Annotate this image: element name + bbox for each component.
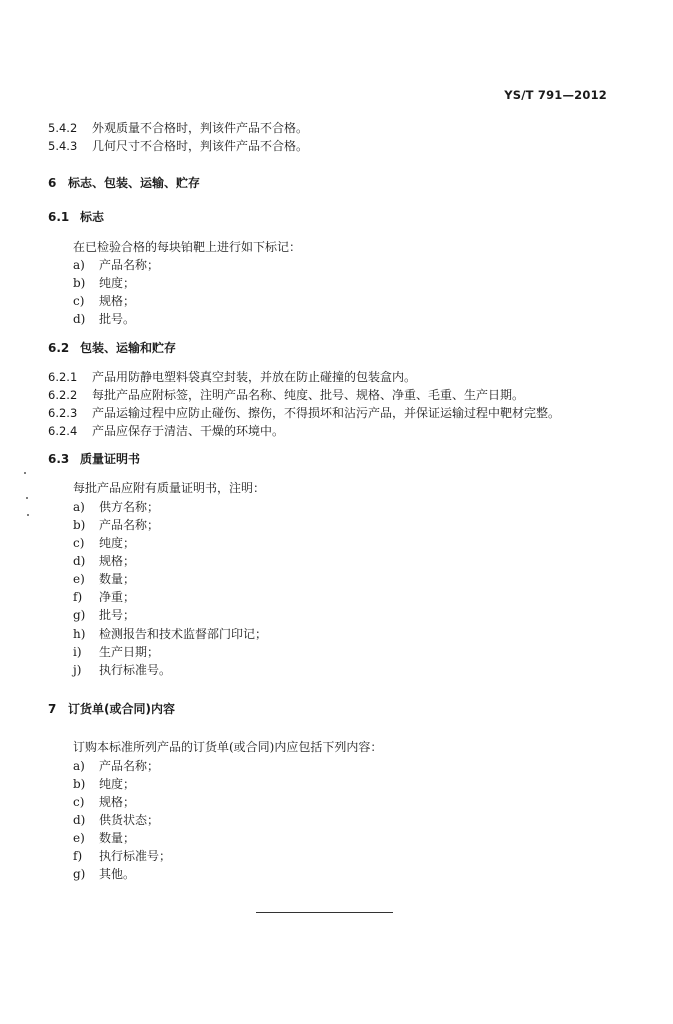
item-text: 批号。 (99, 312, 136, 326)
item-text: 执行标准号； (99, 849, 172, 863)
item-text: 其他。 (99, 867, 136, 881)
item-label: a) (73, 500, 85, 514)
item-label: g) (73, 608, 86, 622)
item-label: d) (73, 312, 86, 326)
list-item (73, 663, 171, 677)
clause-6-2-2 (48, 388, 524, 402)
list-item (73, 500, 159, 514)
item-text: 生产日期； (99, 645, 160, 659)
item-label: j) (73, 663, 82, 677)
item-text: 数量； (99, 572, 136, 586)
item-label: f) (73, 849, 83, 863)
item-label: b) (73, 777, 86, 791)
item-text: 规格； (99, 554, 136, 568)
clause-6-2-3 (48, 406, 560, 420)
item-label: b) (73, 518, 86, 532)
section-6-1-heading (48, 210, 104, 224)
section-6-heading (48, 176, 200, 190)
item-label: c) (73, 536, 85, 550)
item-label: f) (73, 590, 83, 604)
clause-5-4-2 (48, 121, 308, 135)
section-title: 标志、包装、运输、贮存 (68, 176, 201, 190)
item-text: 供方名称； (99, 500, 160, 514)
list-item (73, 608, 135, 622)
scan-speck (26, 497, 28, 499)
list-item (73, 777, 135, 791)
section-number: 6.3 (48, 452, 70, 466)
section-number: 7 (48, 702, 57, 716)
paragraph-6-1-intro: 在已检验合格的每块铂靶上进行如下标记： (73, 240, 302, 254)
paragraph-6-3-intro: 每批产品应附有质量证明书，注明： (73, 481, 266, 495)
clause-text: 外观质量不合格时，判该件产品不合格。 (92, 121, 309, 135)
list-item (73, 849, 171, 863)
clause-text: 几何尺寸不合格时，判该件产品不合格。 (92, 139, 309, 153)
item-text: 检测报告和技术监督部门印记； (99, 627, 268, 641)
clause-text: 产品应保存于清洁、干燥的环境中。 (92, 424, 285, 438)
list-item (73, 795, 135, 809)
list-item (73, 536, 135, 550)
end-rule (256, 912, 393, 913)
item-text: 数量； (99, 831, 136, 845)
clause-number: 6.2.1 (48, 370, 78, 384)
list-item (73, 554, 135, 568)
item-label: a) (73, 258, 85, 272)
clause-number: 6.2.2 (48, 388, 78, 402)
clause-text: 产品用防静电塑料袋真空封装，并放在防止碰撞的包装盒内。 (92, 370, 417, 384)
scan-speck (27, 514, 29, 516)
paragraph-7-intro: 订购本标准所列产品的订货单(或合同)内应包括下列内容： (73, 740, 383, 754)
list-item (73, 645, 159, 659)
clause-number: 5.4.2 (48, 121, 78, 135)
section-title: 质量证明书 (80, 452, 141, 466)
item-text: 规格； (99, 795, 136, 809)
clause-5-4-3 (48, 139, 308, 153)
item-label: e) (73, 831, 85, 845)
list-item (73, 867, 135, 881)
scan-speck (24, 472, 26, 474)
item-label: b) (73, 276, 86, 290)
list-item (73, 759, 159, 773)
item-text: 产品名称； (99, 759, 160, 773)
clause-6-2-1 (48, 370, 416, 384)
list-item (73, 627, 267, 641)
list-item (73, 518, 159, 532)
item-text: 纯度； (99, 777, 136, 791)
item-text: 纯度； (99, 276, 136, 290)
list-item (73, 590, 135, 604)
item-text: 供货状态； (99, 813, 160, 827)
item-text: 规格； (99, 294, 136, 308)
item-label: c) (73, 294, 85, 308)
section-title: 标志 (80, 210, 105, 224)
clause-text: 每批产品应附标签，注明产品名称、纯度、批号、规格、净重、毛重、生产日期。 (92, 388, 525, 402)
list-item (73, 294, 135, 308)
item-label: e) (73, 572, 85, 586)
clause-number: 5.4.3 (48, 139, 78, 153)
clause-number: 6.2.3 (48, 406, 78, 420)
item-label: a) (73, 759, 85, 773)
item-label: d) (73, 813, 86, 827)
list-item (73, 258, 159, 272)
section-number: 6 (48, 176, 57, 190)
section-number: 6.2 (48, 341, 70, 355)
item-label: d) (73, 554, 86, 568)
clause-text: 产品运输过程中应防止碰伤、擦伤，不得损坏和沾污产品，并保证运输过程中靶材完整。 (92, 406, 561, 420)
section-title: 包装、运输和贮存 (80, 341, 177, 355)
section-7-heading (48, 702, 175, 716)
list-item (73, 276, 135, 290)
item-label: c) (73, 795, 85, 809)
list-item (73, 312, 135, 326)
item-text: 产品名称； (99, 518, 160, 532)
section-6-3-heading (48, 452, 140, 466)
item-text: 批号； (99, 608, 136, 622)
item-label: g) (73, 867, 86, 881)
clause-number: 6.2.4 (48, 424, 78, 438)
section-title: 订货单(或合同)内容 (68, 702, 175, 716)
list-item (73, 572, 135, 586)
item-text: 产品名称； (99, 258, 160, 272)
list-item (73, 813, 159, 827)
section-number: 6.1 (48, 210, 70, 224)
item-label: i) (73, 645, 82, 659)
item-text: 执行标准号。 (99, 663, 172, 677)
item-text: 净重； (99, 590, 136, 604)
list-item (73, 831, 135, 845)
item-text: 纯度； (99, 536, 136, 550)
section-6-2-heading (48, 341, 176, 355)
standard-code-header: YS/T 791—2012 (504, 88, 607, 102)
clause-6-2-4 (48, 424, 284, 438)
item-label: h) (73, 627, 86, 641)
